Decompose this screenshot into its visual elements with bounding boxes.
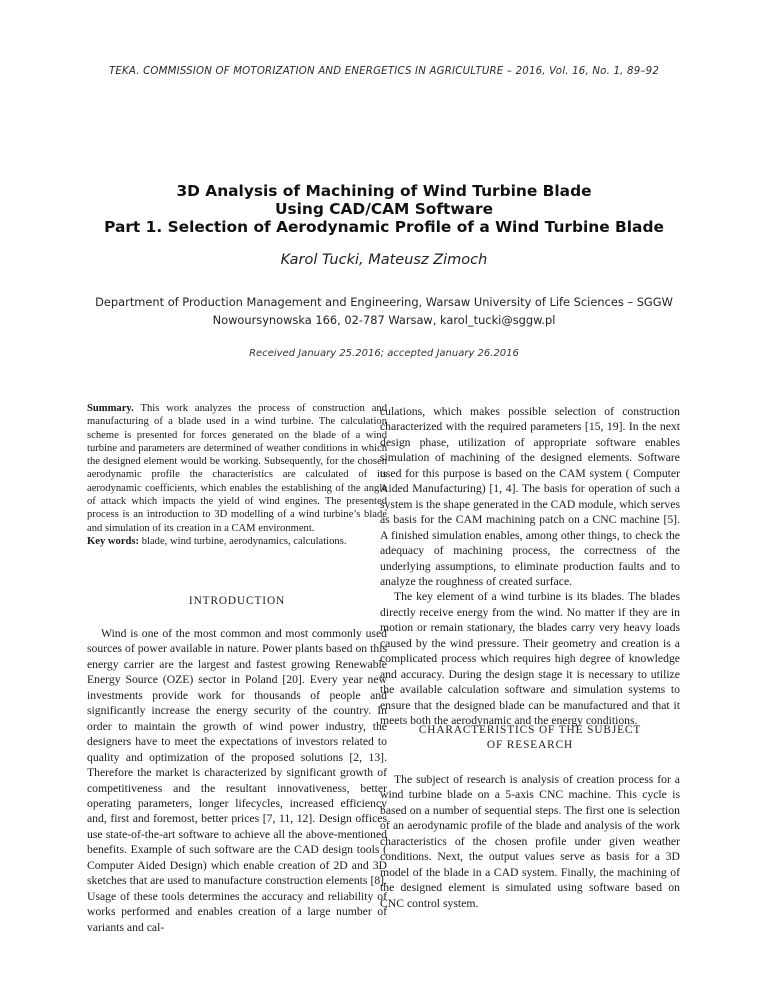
summary-text: This work analyzes the process of construction and manufacturing of a blade used in a wind turbine. The calculation scheme is presented for forces generated on the blade of a wind turbine and parameters are determined of weather conditions in which the designed element would be working. Subsequently, for the chosen aerodynamic profile the characteristics are calculated of its aerodynamic coefficients, which enables the establishing of the angle of attack which impacts the yield of wind engines. The presented process is an introduction to 3D modelling of a wind turbine’s blade and simulation of its creation in a CAM environment. bbox=[87, 403, 387, 534]
title-line-1: 3D Analysis of Machining of Wind Turbine Blade bbox=[176, 182, 592, 200]
summary-block bbox=[87, 402, 387, 548]
affiliation-line-1: Department of Production Management and Engineering, Warsaw University of Life Sciences – SGGW bbox=[95, 295, 673, 309]
characteristics-body bbox=[380, 772, 680, 911]
title-line-2: Using CAD/CAM Software bbox=[274, 200, 494, 218]
characteristics-heading-line-1: CHARACTERISTICS OF THE SUBJECT bbox=[418, 724, 642, 736]
right-column-body bbox=[380, 404, 680, 729]
affiliation bbox=[0, 293, 768, 329]
authors: Karol Tucki, Mateusz Zimoch bbox=[280, 252, 488, 268]
introduction-paragraph: Wind is one of the most common and most commonly used sources of power available in nature. Power plants based on this energy carrier are the largest and fastest growing Renewable Energy Source (OZE) sector in Poland [20]. Every year new investments provide work for thousands of people and significantly increase the energy security of the country. In order to maintain the growth of wind power industry, the designers have to meet the expectations of investors related to quality and optimization of the proposed solutions [2, 13]. Therefore the market is characterized by significant growth of competitiveness and the resultant innovativeness, better operating parameters, longer lifecycles, increased efficiency and, first and foremost, better prices [7, 11, 12]. Design offices use state-of-the-art software to achieve all the above-mentioned benefits. Example of such software are the CAD design tools ( Computer Aided Design) which enable creation of 2D and 3D sketches that are used to manufacture construction elements [8]. Usage of these tools determines the accuracy and reliability of works performed and enables creation of a large number of variants and cal- bbox=[87, 627, 387, 934]
introduction-heading: INTRODUCTION bbox=[188, 595, 286, 607]
characteristics-heading-line-2: OF RESEARCH bbox=[486, 739, 574, 751]
blades-paragraph: The key element of a wind turbine is its blades. The blades directly receive energy from the wind. No matter if they are in motion or remain stationary, the blades carry very heavy loads caused by the wind pressure. Their geometry and creation is a complicated process which requires high degree of knowledge and accuracy. During the design stage it is necessary to utilize the available calculation software and simulation systems to ensure that the designed blade can be manufactured and that it meets both the aerodynamic and the energy conditions. bbox=[380, 590, 680, 728]
research-subject-paragraph: The subject of research is analysis of creation process for a wind turbine blade on a 5-axis CNC machine. This cycle is based on a number of sequential steps. The first one is selection of an aerodynamic profile of the blade and analysis of the work characteristics of the chosen profile under given weather conditions. Next, the output values serve as basis for a 3D model of the blade in a CAD system. Finally, the machining of the designed element is simulated using software based on CNC control system. bbox=[380, 773, 680, 910]
keywords-text: blade, wind turbine, aerodynamics, calculations. bbox=[139, 535, 347, 547]
affiliation-line-2: Nowoursynowska 166, 02-787 Warsaw, karol_tucki@sggw.pl bbox=[212, 313, 556, 327]
keywords-paragraph bbox=[87, 535, 387, 548]
paper-title bbox=[60, 182, 708, 236]
summary-paragraph bbox=[87, 402, 387, 535]
title-line-3: Part 1. Selection of Aerodynamic Profile of a Wind Turbine Blade bbox=[104, 218, 664, 236]
keywords-label: Key words: bbox=[87, 535, 140, 547]
continuation-paragraph: culations, which makes possible selection of construction characterized with the required parameters [15, 19]. In the next design phase, utilization of appropriate software enables simulation of machining of the designed elements. Software used for this purpose is based on the CAM system ( Computer Aided Manufacturing) [1, 4]. The basis for operation of such a system is the shape generated in the CAD module, which serves as basis for the CAM machining patch on a CNC machine [5]. A finished simulation enables, among other things, to check the adequacy of machining process, the correctness of the underlying assumptions, to eliminate production faults and to analyze the roughness of created surface. bbox=[380, 405, 680, 588]
summary-label: Summary. bbox=[87, 403, 134, 414]
characteristics-heading bbox=[380, 723, 680, 753]
running-head: TEKA. COMMISSION OF MOTORIZATION AND ENERGETICS IN AGRICULTURE – 2016, Vol. 16, No. 1, 89–92 bbox=[108, 66, 660, 77]
received-dates: Received January 25.2016; accepted January 26.2016 bbox=[249, 348, 519, 359]
introduction-body bbox=[87, 626, 387, 935]
